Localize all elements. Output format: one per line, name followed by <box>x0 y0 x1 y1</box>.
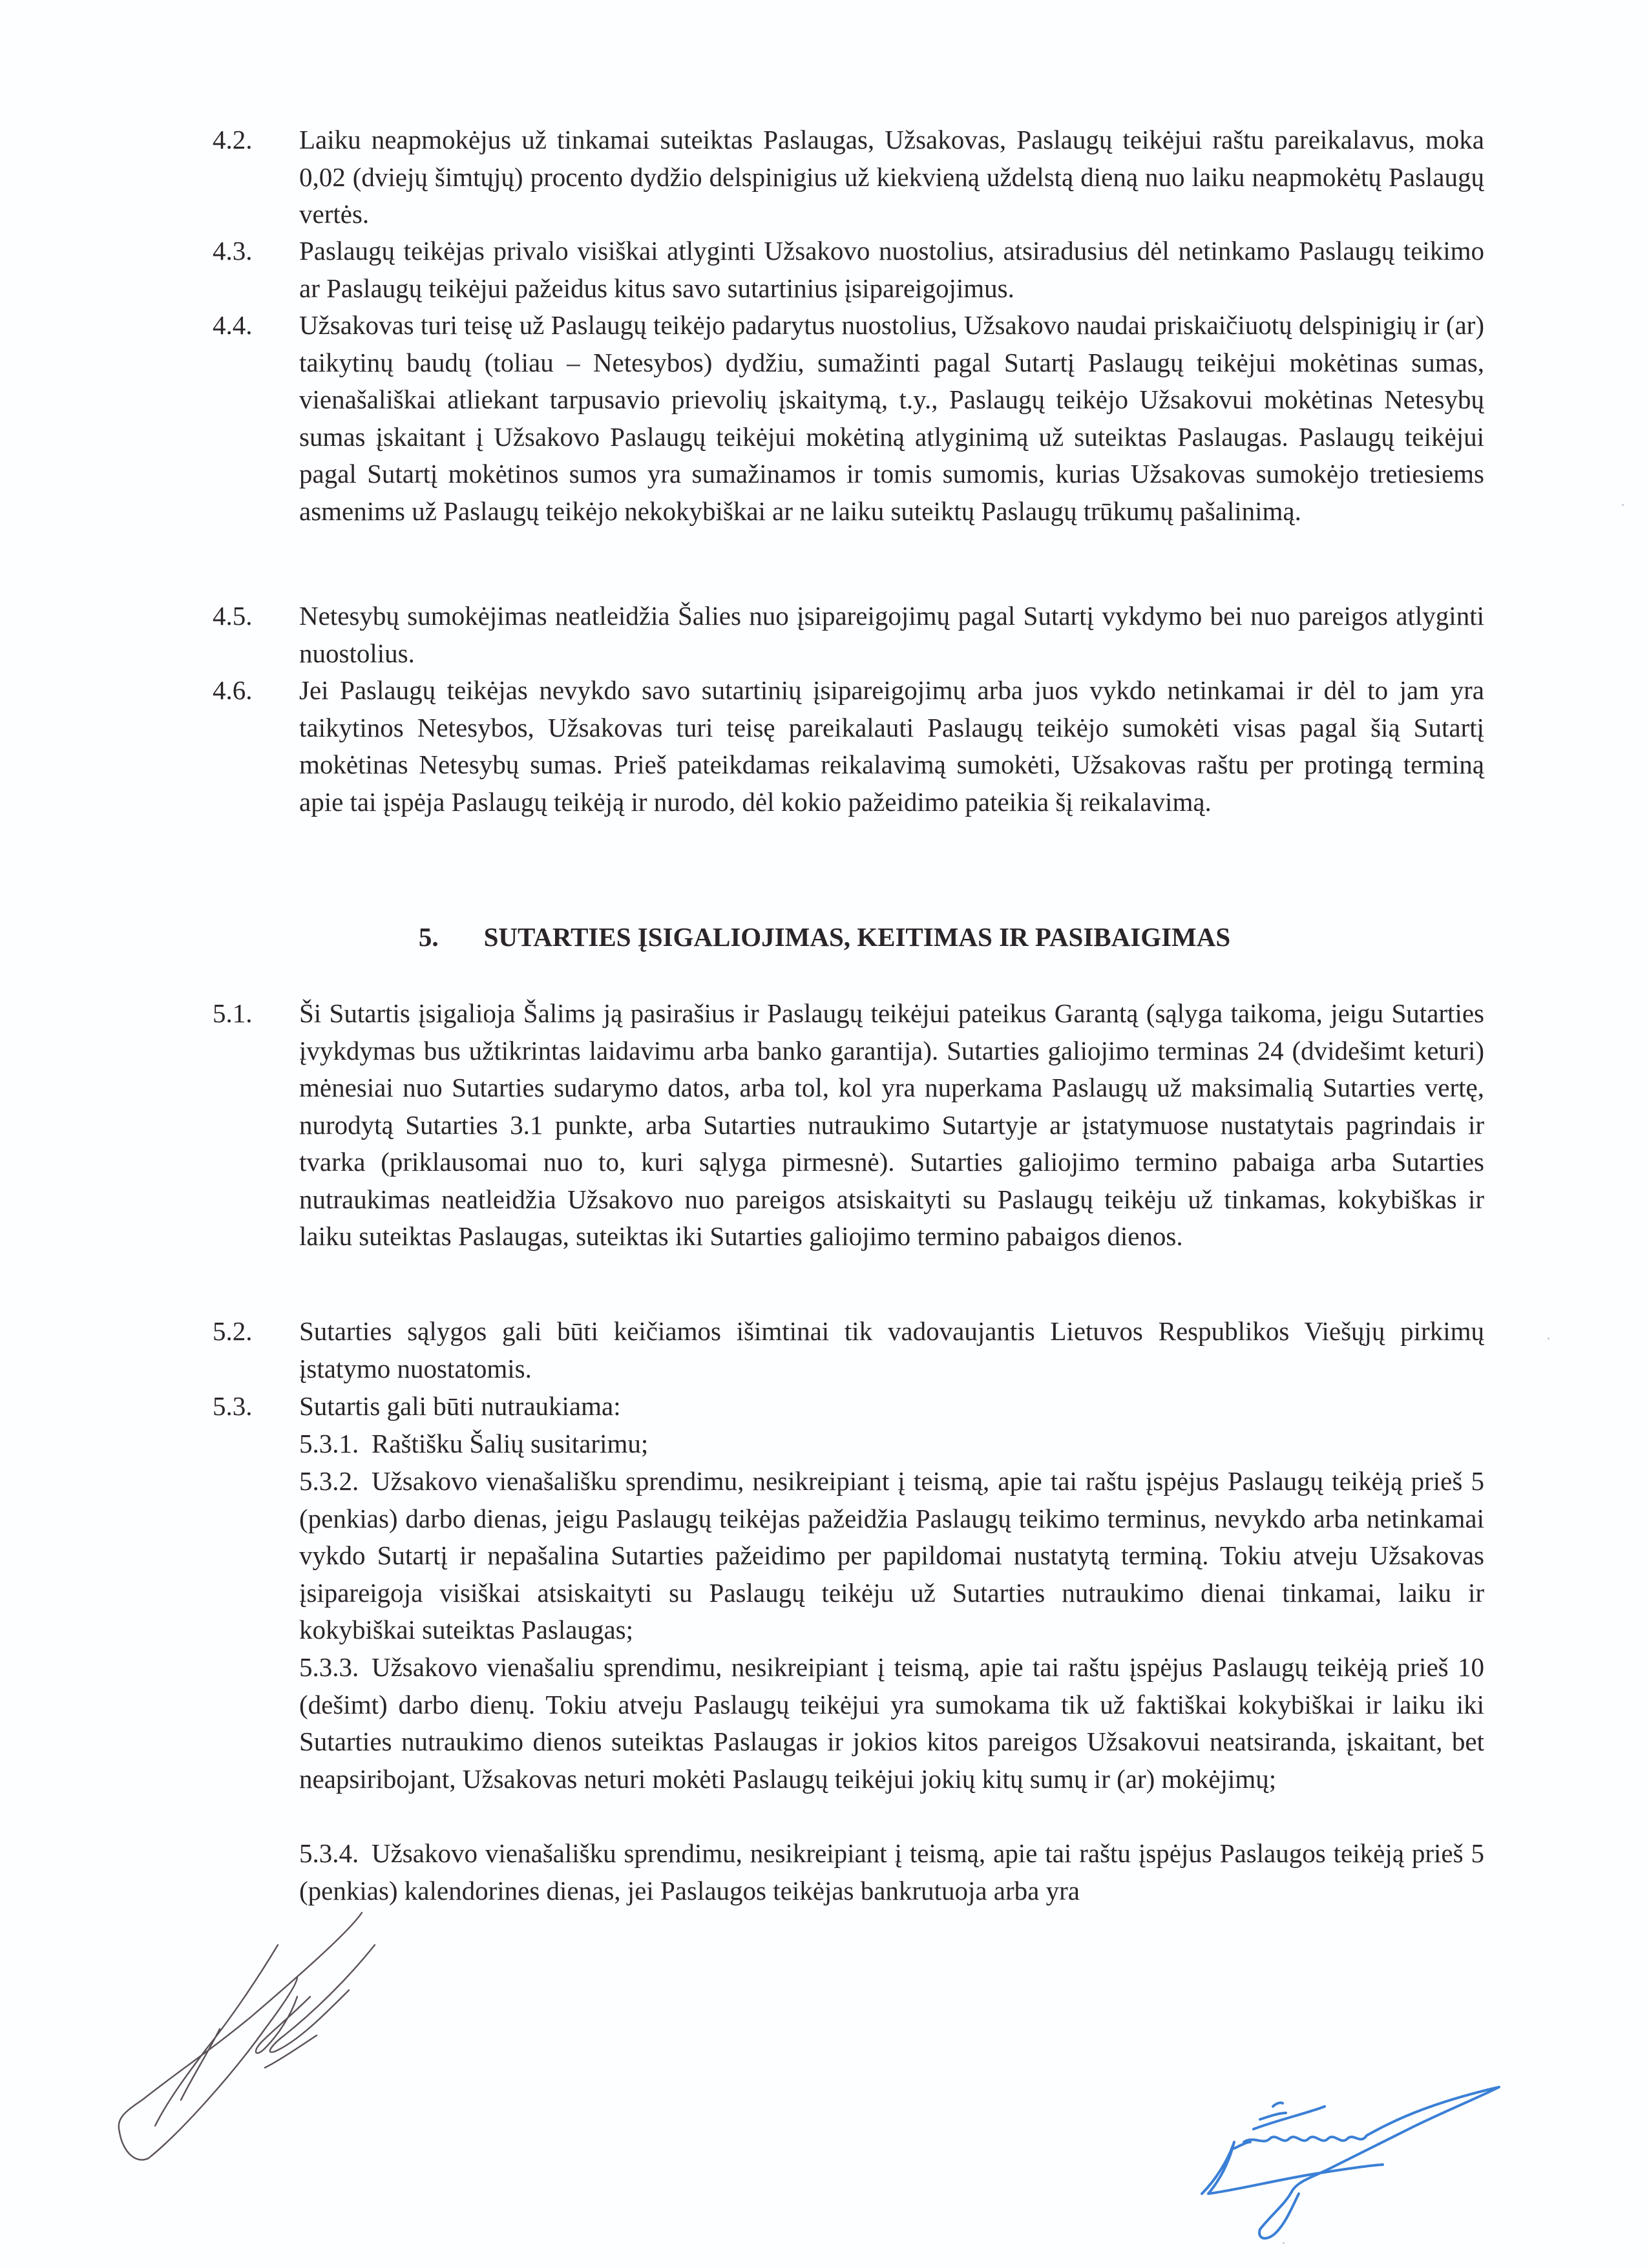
clause-text: Sutarties sąlygos gali būti keičiamos išimtinai tik vadovaujantis Lietuvos Respublikos Viešųjų pirkimų įstatymo nuostatomis. <box>299 1316 1484 1383</box>
clause-4-5 <box>213 598 1484 672</box>
subclause-text: Užsakovo vienašaliu sprendimu, nesikreipiant į teismą, apie tai raštu įspėjus Paslaugų teikėją prieš 10 (dešimt) darbo dienų. Tokiu atveju Paslaugų teikėjui yra sumokama tik už faktiškai kokybiškai ir laiku iki Sutarties nutraukimo dienos suteiktas Paslaugas ir jokios kitos pareigos Užsakovui neatsiranda, įskaitant, bet neapsiribojant, Užsakovas neturi mokėti Paslaugų teikėjui jokių kitų sumų ir (ar) mokėjimų; <box>299 1652 1484 1794</box>
clause-number: 4.2. <box>213 125 253 154</box>
clause-text: Jei Paslaugų teikėjas nevykdo savo sutartinių įsipareigojimų arba juos vykdo netinkamai ir dėl to jam yra taikytinos Netesybos, Užsakovas turi teisę pareikalauti Paslaugų teikėjo sumokėti visas pagal šią Sutartį mokėtinas Netesybų sumas. Prieš pateikdamas reikalavimą sumokėti, Užsakovas raštu per protingą terminą apie tai įspėja Paslaugų teikėją ir nurodo, dėl kokio pažeidimo pateikia šį reikalavimą. <box>299 675 1484 817</box>
clause-number: 4.3. <box>213 236 253 266</box>
section-title: SUTARTIES ĮSIGALIOJIMAS, KEITIMAS IR PASIBAIGIMAS <box>483 922 1231 952</box>
clause-text: Ši Sutartis įsigalioja Šalims ją pasirašius ir Paslaugų teikėjui pateikus Garantą (sąlyga taikoma, jeigu Sutarties įvykdymas bus užtikrintas laidavimu arba banko garantija). Sutarties galiojimo terminas 24 (dvidešimt keturi) mėnesiai nuo Sutarties sudarymo datos, arba tol, kol yra nuperkama Paslaugų už maksimalią Sutarties vertę, nurodytą Sutarties 3.1 punkte, arba Sutarties nutraukimo Sutartyje ar įstatymuose nustatytais pagrindais ir tvarka (priklausomai nuo to, kuri sąlyga pirmesnė). Sutarties galiojimo termino pabaiga arba Sutarties nutraukimas neatleidžia Užsakovo nuo pareigos atsiskaityti su Paslaugų teikėju už tinkamas, kokybiškas ir laiku suteiktas Paslaugas, suteiktas iki Sutarties galiojimo termino pabaigos dienos. <box>299 998 1484 1251</box>
scan-speck <box>1283 2242 1285 2244</box>
clause-5-1 <box>213 995 1484 1255</box>
subclause-number: 5.3.4. <box>299 1838 359 1868</box>
clause-number: 5.1. <box>213 998 253 1028</box>
clause-5-3 <box>213 1388 1484 1425</box>
clause-4-4 <box>213 307 1484 530</box>
clause-number: 4.5. <box>213 601 253 631</box>
subclause-number: 5.3.2. <box>299 1466 359 1496</box>
clause-text: Paslaugų teikėjas privalo visiškai atlyginti Užsakovo nuostolius, atsiradusius dėl netinkamo Paslaugų teikimo ar Paslaugų teikėjui pažeidus kitus savo sutartinius įsipareigojimus. <box>299 236 1484 303</box>
subclause-text: Užsakovo vienašališku sprendimu, nesikreipiant į teismą, apie tai raštu įspėjus Paslaugos teikėją prieš 5 (penkias) kalendorines dienas, jei Paslaugos teikėjas bankrutuoja arba yra <box>299 1838 1484 1906</box>
clause-text: Laiku neapmokėjus už tinkamai suteiktas Paslaugas, Užsakovas, Paslaugų teikėjui raštu pareikalavus, moka 0,02 (dviejų šimtųjų) procento dydžio delspinigius už kiekvieną uždelstą dieną nuo laiku neapmokėtų Paslaugų vertės. <box>299 125 1484 229</box>
section-heading <box>0 921 1649 953</box>
clause-number: 5.3. <box>213 1391 253 1421</box>
clause-text: Netesybų sumokėjimas neatleidžia Šalies nuo įsipareigojimų pagal Sutartį vykdymo bei nuo pareigos atlyginti nuostolius. <box>299 601 1484 668</box>
subclause-text: Užsakovo vienašališku sprendimu, nesikreipiant į teismą, apie tai raštu įspėjus Paslaugų teikėją prieš 5 (penkias) darbo dienas, jeigu Paslaugų teikėjas pažeidžia Paslaugų teikimo terminus, nevykdo arba netinkamai vykdo Sutartį ir nepašalina Sutarties pažeidimo per papildomai nustatytą terminą. Tokiu atveju Užsakovas įsipareigoja visiškai atsiskaityti su Paslaugų teikėju už Sutarties nutraukimo dienai tinkamai, laiku ir kokybiškai suteiktas Paslaugas; <box>299 1466 1484 1644</box>
subclause-number: 5.3.3. <box>299 1652 359 1682</box>
subclause-5-3-3 <box>299 1649 1484 1798</box>
scan-speck <box>1548 1338 1549 1339</box>
clause-number: 4.6. <box>213 675 253 705</box>
left-signature-icon <box>103 1906 401 2197</box>
subclause-number: 5.3.1. <box>299 1429 359 1458</box>
right-signature-icon <box>1195 2084 1518 2249</box>
clause-number: 4.4. <box>213 310 253 340</box>
scan-speck <box>1622 504 1624 506</box>
clause-5-2 <box>213 1313 1484 1387</box>
clause-4-6 <box>213 672 1484 821</box>
subclause-5-3-1 <box>299 1425 1484 1463</box>
section-number: 5. <box>418 922 439 952</box>
clause-4-2 <box>213 121 1484 233</box>
subclause-text: Raštišku Šalių susitarimu; <box>372 1429 649 1458</box>
clause-number: 5.2. <box>213 1316 253 1346</box>
subclause-5-3-2 <box>299 1463 1484 1649</box>
clause-text: Sutartis gali būti nutraukiama: <box>299 1391 621 1421</box>
subclause-5-3-4 <box>299 1835 1484 1909</box>
clause-text: Užsakovas turi teisę už Paslaugų teikėjo padarytus nuostolius, Užsakovo naudai priskaičiuotų delspinigių ir (ar) taikytinų baudų (toliau – Netesybos) dydžiu, sumažinti pagal Sutartį Paslaugų teikėjui mokėtinas sumas, vienašališkai atliekant tarpusavio prievolių įskaitymą, t.y., Paslaugų teikėjo Užsakovui mokėtinas Netesybų sumas įskaitant į Užsakovo Paslaugų teikėjui mokėtiną atlyginimą už suteiktas Paslaugas. Paslaugų teikėjui pagal Sutartį mokėtinos sumos yra sumažinamos ir tomis sumomis, kurias Užsakovas sumokėjo tretiesiems asmenims už Paslaugų teikėjo nekokybiškai ar ne laiku suteiktų Paslaugų trūkumų pašalinimą. <box>299 310 1484 526</box>
clause-4-3 <box>213 233 1484 307</box>
